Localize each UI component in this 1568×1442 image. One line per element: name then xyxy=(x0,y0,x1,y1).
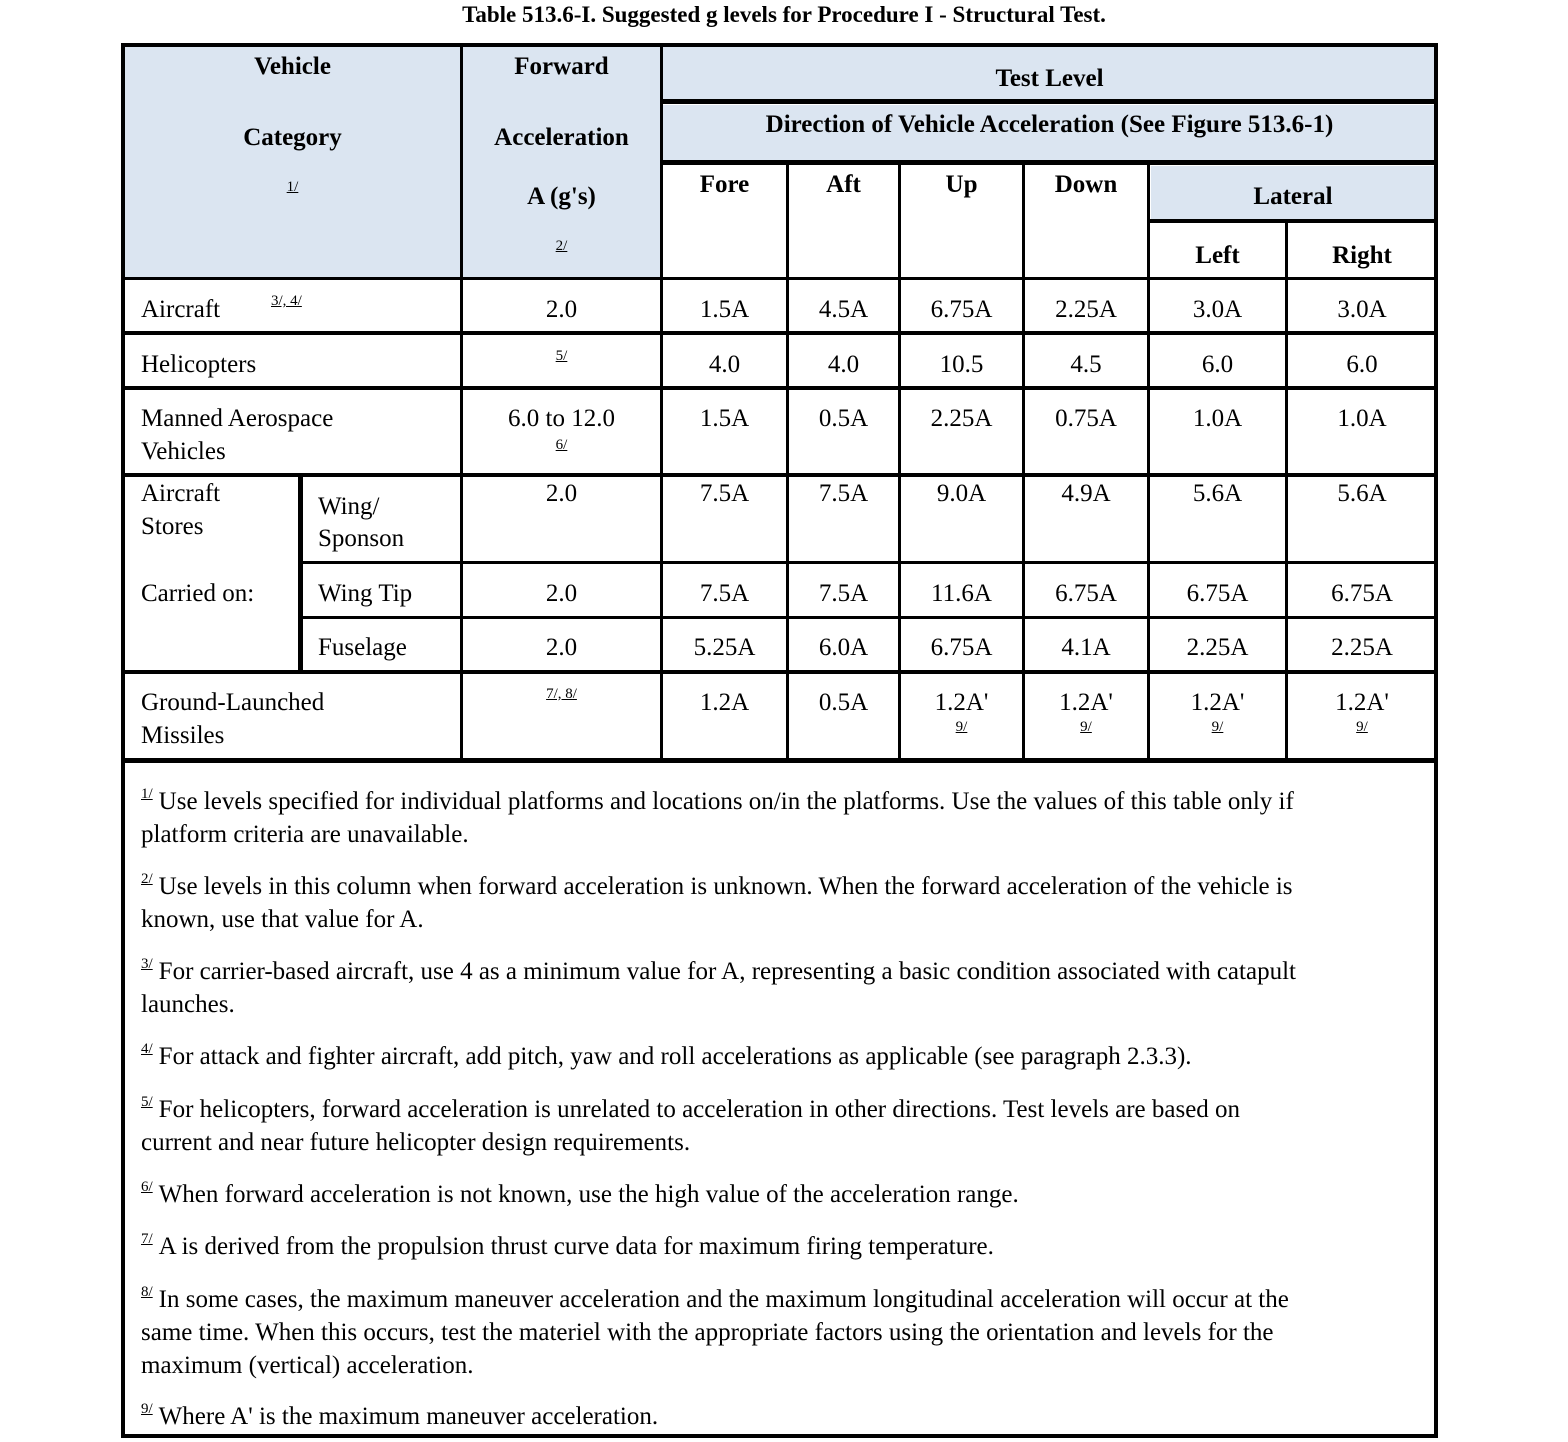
row-wing-up: 9.0A xyxy=(936,480,987,507)
note-8-line-2: same time. When this occurs, test the materiel with the appropriate factors using the orientation and levels for the xyxy=(141,1319,1274,1346)
row-aircraft-fore: 1.5A xyxy=(699,296,750,323)
note-4-line-1: For attack and fighter aircraft, add pitch, yaw and roll accelerations as applicable (see paragraph 2.3.3). xyxy=(158,1043,1192,1070)
notes-separator xyxy=(125,758,1436,763)
rule-under-header xyxy=(125,277,1436,280)
header-vehicle: Vehicle xyxy=(254,53,331,80)
row-stores-name-2: Stores xyxy=(141,513,204,540)
row-helicopters-left: 6.0 xyxy=(1201,351,1234,378)
note-3 xyxy=(141,948,1413,1021)
row-rule-2 xyxy=(125,386,1436,390)
row-wing-aft: 7.5A xyxy=(818,480,869,507)
row-missiles-down-note: 9/ xyxy=(1080,719,1092,735)
row-aircraft-a: 2.0 xyxy=(545,296,578,323)
row-wing-a: 2.0 xyxy=(545,480,578,507)
row-fuselage-down: 4.1A xyxy=(1061,634,1111,661)
row-missiles-fore: 1.2A xyxy=(699,689,750,716)
note-7-line-1: A is derived from the propulsion thrust curve data for maximum firing temperature. xyxy=(158,1233,994,1260)
row-rule-1 xyxy=(125,331,1436,335)
header-category-note: 1/ xyxy=(286,179,299,195)
header-direction: Direction of Vehicle Acceleration (See Figure 513.6-1) xyxy=(765,111,1334,138)
row-fuselage-a: 2.0 xyxy=(545,634,578,661)
row-wing-right: 5.6A xyxy=(1337,480,1387,507)
row-missiles-a-note: 7/, 8/ xyxy=(546,686,577,702)
note-4-mark: 4/ xyxy=(141,1041,153,1057)
note-6-mark: 6/ xyxy=(141,1179,153,1195)
row-aircraft-right: 3.0A xyxy=(1337,296,1387,323)
row-wing-down: 4.9A xyxy=(1061,480,1111,507)
row-manned-a-note: 6/ xyxy=(555,437,568,453)
row-wingtip-aft: 7.5A xyxy=(818,580,869,607)
note-2-line-2: known, use that value for A. xyxy=(141,906,424,933)
note-8-line-3: maximum (vertical) acceleration. xyxy=(141,1352,474,1379)
header-left: Left xyxy=(1195,242,1240,269)
row-missiles-down: 1.2A' xyxy=(1059,689,1113,716)
row-missiles-name-1: Ground-Launched xyxy=(141,689,325,716)
row-wingtip-left: 6.75A xyxy=(1186,580,1249,607)
row-aircraft-up: 6.75A xyxy=(930,296,993,323)
row-missiles-up: 1.2A' xyxy=(934,689,989,716)
row-manned-fore: 1.5A xyxy=(699,405,750,432)
row-manned-down: 0.75A xyxy=(1055,405,1117,432)
note-2-line-1: Use levels in this column when forward acceleration is unknown. When the forward acceleration of the vehicle is xyxy=(158,873,1293,900)
row-missiles-name-2: Missiles xyxy=(141,722,225,749)
header-acceleration: Acceleration xyxy=(494,124,629,151)
note-1-mark: 1/ xyxy=(141,786,153,802)
row-missiles-right-note: 9/ xyxy=(1356,719,1368,735)
header-test-level: Test Level xyxy=(995,65,1104,92)
row-missiles-right: 1.2A' xyxy=(1335,689,1389,716)
note-3-mark: 3/ xyxy=(141,956,153,972)
row-aircraft-aft: 4.5A xyxy=(818,296,869,323)
row-manned-right: 1.0A xyxy=(1337,405,1387,432)
header-forward-note: 2/ xyxy=(555,238,568,254)
row-aircraft-left: 3.0A xyxy=(1192,296,1243,323)
note-6 xyxy=(141,1171,1413,1211)
row-fuselage-name: Fuselage xyxy=(318,634,407,661)
header-up: Up xyxy=(945,171,978,198)
row-manned-a: 6.0 to 12.0 xyxy=(508,405,615,432)
note-8-line-1: In some cases, the maximum maneuver acceleration and the maximum longitudinal acceleration will occur at the xyxy=(158,1286,1289,1313)
row-helicopters-aft: 4.0 xyxy=(827,351,860,378)
rule-under-test-level xyxy=(661,99,1436,104)
row-helicopters-right: 6.0 xyxy=(1346,351,1378,378)
row-wing-name-1: Wing/ xyxy=(318,493,380,520)
row-wingtip-up: 11.6A xyxy=(931,580,992,607)
row-wing-name-2: Sponson xyxy=(318,525,405,552)
header-fore: Fore xyxy=(699,171,750,198)
note-8-mark: 8/ xyxy=(141,1284,153,1300)
row-wingtip-down: 6.75A xyxy=(1055,580,1117,607)
note-7 xyxy=(141,1223,1413,1263)
row-rule-6 xyxy=(125,670,1436,674)
note-7-mark: 7/ xyxy=(141,1231,153,1247)
note-9-line-1: Where A' is the maximum maneuver acceleration. xyxy=(158,1403,659,1430)
header-a-gs: A (g's) xyxy=(527,183,596,210)
row-missiles-aft: 0.5A xyxy=(818,689,869,716)
note-2-mark: 2/ xyxy=(141,871,153,887)
row-fuselage-fore: 5.25A xyxy=(693,634,756,661)
note-1-line-2: platform criteria are unavailable. xyxy=(141,821,469,848)
note-3-line-1: For carrier-based aircraft, use 4 as a minimum value for A, representing a basic condition associated with catapult xyxy=(158,958,1296,985)
row-wingtip-right: 6.75A xyxy=(1331,580,1393,607)
header-category: Category xyxy=(243,124,342,151)
row-manned-aft: 0.5A xyxy=(818,405,869,432)
row-wingtip-a: 2.0 xyxy=(545,580,578,607)
rule-under-lateral xyxy=(1149,219,1436,223)
header-lateral: Lateral xyxy=(1253,183,1333,210)
rule-under-direction xyxy=(661,160,1436,165)
header-aft: Aft xyxy=(826,171,861,198)
row-wingtip-name: Wing Tip xyxy=(318,580,413,607)
row-fuselage-aft: 6.0A xyxy=(818,634,869,661)
row-wing-left: 5.6A xyxy=(1192,480,1243,507)
table-title: Table 513.6-I. Suggested g levels for Procedure I - Structural Test. xyxy=(462,2,1106,27)
row-helicopters-a-note: 5/ xyxy=(555,348,568,364)
row-helicopters-down: 4.5 xyxy=(1070,351,1102,378)
row-manned-name-1: Manned Aerospace xyxy=(141,405,334,432)
header-forward: Forward xyxy=(514,53,609,80)
col-rule-stores xyxy=(298,476,303,672)
row-manned-up: 2.25A xyxy=(930,405,993,432)
row-fuselage-up: 6.75A xyxy=(930,634,993,661)
row-wing-fore: 7.5A xyxy=(699,480,750,507)
row-manned-name-2: Vehicles xyxy=(141,438,226,465)
row-helicopters-name: Helicopters xyxy=(141,351,257,378)
note-6-line-1: When forward acceleration is not known, use the high value of the acceleration range. xyxy=(158,1181,1019,1208)
row-stores-name-1: Aircraft xyxy=(141,480,221,507)
note-2 xyxy=(141,863,1413,936)
row-aircraft-down: 2.25A xyxy=(1055,296,1117,323)
row-fuselage-left: 2.25A xyxy=(1186,634,1249,661)
note-9-mark: 9/ xyxy=(141,1401,153,1417)
row-helicopters-fore: 4.0 xyxy=(708,351,741,378)
header-right: Right xyxy=(1332,242,1392,269)
row-manned-left: 1.0A xyxy=(1192,405,1243,432)
note-3-line-2: launches. xyxy=(141,991,235,1018)
row-missiles-left: 1.2A' xyxy=(1190,689,1245,716)
note-9 xyxy=(141,1393,1413,1433)
row-wingtip-fore: 7.5A xyxy=(699,580,750,607)
row-aircraft-note: 3/, 4/ xyxy=(271,293,302,309)
note-5-mark: 5/ xyxy=(141,1094,153,1110)
row-aircraft-name: Aircraft xyxy=(141,296,221,323)
header-down: Down xyxy=(1054,171,1118,198)
note-5 xyxy=(141,1086,1413,1159)
row-fuselage-right: 2.25A xyxy=(1331,634,1393,661)
row-missiles-up-note: 9/ xyxy=(955,719,968,735)
note-5-line-2: current and near future helicopter design requirements. xyxy=(141,1129,691,1156)
row-helicopters-up: 10.5 xyxy=(939,351,984,378)
row-missiles-left-note: 9/ xyxy=(1211,719,1224,735)
note-4 xyxy=(141,1033,1413,1073)
row-rule-4 xyxy=(300,561,1436,564)
note-1-line-1: Use levels specified for individual platforms and locations on/in the platforms. Use the values of this table only if xyxy=(158,788,1294,815)
row-rule-5 xyxy=(300,616,1436,619)
note-5-line-1: For helicopters, forward acceleration is unrelated to acceleration in other directions. Test levels are based on xyxy=(158,1096,1241,1123)
note-1 xyxy=(141,778,1413,851)
note-8 xyxy=(141,1276,1413,1382)
row-stores-carried-on: Carried on: xyxy=(141,580,255,607)
